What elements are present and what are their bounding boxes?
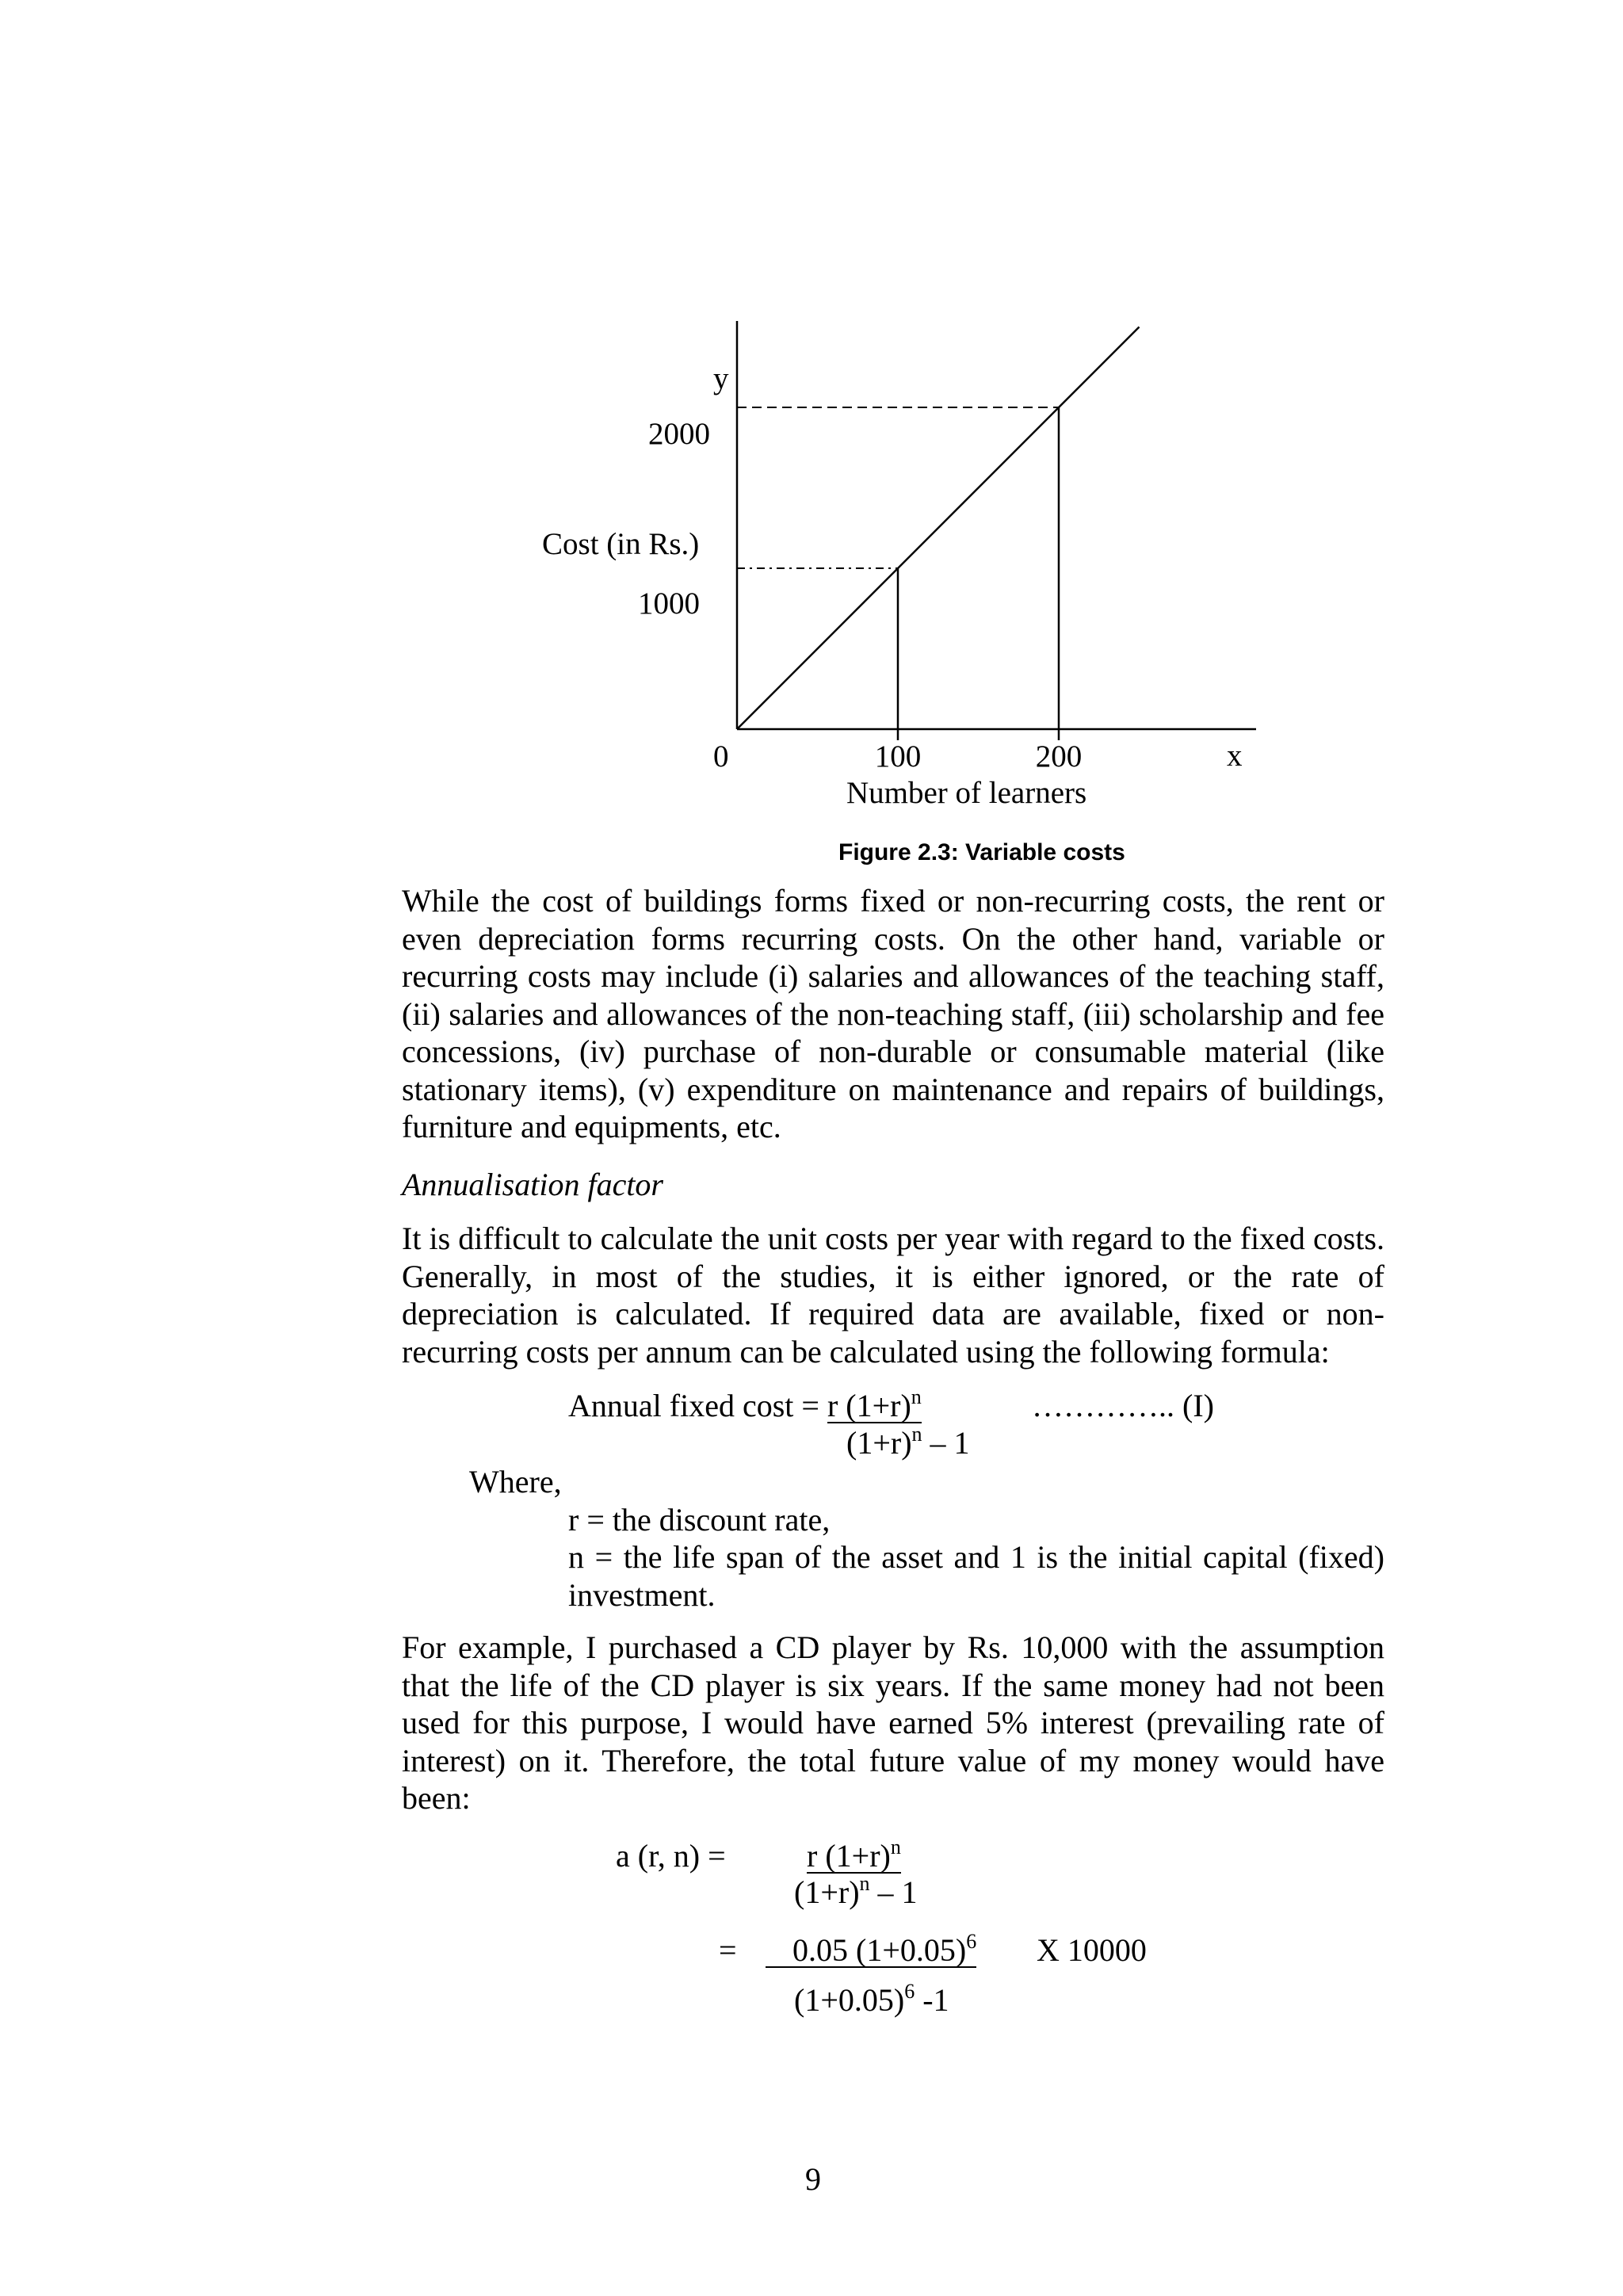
where-n-definition-cont: investment.: [568, 1577, 716, 1613]
x-axis-title: Number of learners: [846, 776, 1087, 810]
formula-2-numerator: r $(1+r)^n$: [807, 1836, 901, 1874]
formula-2-denominator-values: $(1+0.05)^6$ -1: [794, 1980, 949, 2018]
formula-2-numerator-values: 0.05 $(1+0.05)^6$: [766, 1935, 976, 1968]
formula-2-denominator: $(1+r)^n - 1$: [794, 1872, 918, 1910]
where-r-definition: r = the discount rate,: [568, 1502, 831, 1538]
formula-2-lhs: a (r, n) =: [616, 1838, 726, 1874]
formula-1-denominator: $(1+r)^n - 1$: [846, 1423, 970, 1461]
x-tick-label-200: 200: [1035, 739, 1083, 774]
x-axis-letter: x: [1227, 739, 1243, 773]
origin-label: 0: [713, 739, 729, 774]
formula-2-equals: =: [719, 1932, 737, 1968]
y-tick-label-2000: 2000: [648, 417, 710, 451]
figure-caption: Figure 2.3: Variable costs: [838, 839, 1125, 865]
where-n-definition: n = the life span of the asset and 1 is the initial capital (fixed): [568, 1539, 1384, 1575]
formula-1-numerator-line: [568, 1385, 922, 1423]
where-label: Where,: [469, 1464, 562, 1499]
formula-2-multiplier: X 10000: [1037, 1932, 1147, 1968]
variable-costs-chart: [0, 0, 1623, 888]
paragraph-2: It is difficult to calculate the unit costs per year with regard to the fixed costs. Generally, in most of the studies, it is either ignored, or the rate of depreciation is calculated. If required data are available, fixed or non-recurring costs per annum can be calculated using the following formula:: [402, 1221, 1384, 1370]
cost-line: [737, 327, 1140, 730]
formula-1-numerator: r $(1+r)^n$: [827, 1385, 922, 1423]
formula-1-tag: ………….. (I): [1032, 1388, 1214, 1423]
y-axis-title: Cost (in Rs.): [542, 527, 700, 561]
paragraph-1: While the cost of buildings forms fixed or non-recurring costs, the rent or even depreciation forms recurring costs. On the other hand, variable or recurring costs may include (i) salaries and allowances of the teaching staff, (ii) salaries and allowances of the non-teaching staff, (iii) scholarship and fee concessions, (iv) purchase of non-durable or consumable material (like stationary items), (v) expenditure on maintenance and repairs of buildings, furniture and equipments, etc.: [402, 883, 1384, 1144]
section-heading: Annualisation factor: [402, 1167, 663, 1202]
page-number: 9: [805, 2161, 821, 2197]
paragraph-3: For example, I purchased a CD player by Rs. 10,000 with the assumption that the life of the CD player is six years. If the same money had not been used for this purpose, I would have earned 5% interest (prevailing rate of interest) on it. Therefore, the total future value of my money would have been:: [402, 1629, 1384, 1816]
formula-1-lhs: Annual fixed cost =: [568, 1388, 827, 1423]
x-tick-label-100: 100: [874, 739, 922, 774]
y-tick-label-1000: 1000: [638, 586, 700, 621]
y-axis-letter: y: [713, 361, 729, 395]
